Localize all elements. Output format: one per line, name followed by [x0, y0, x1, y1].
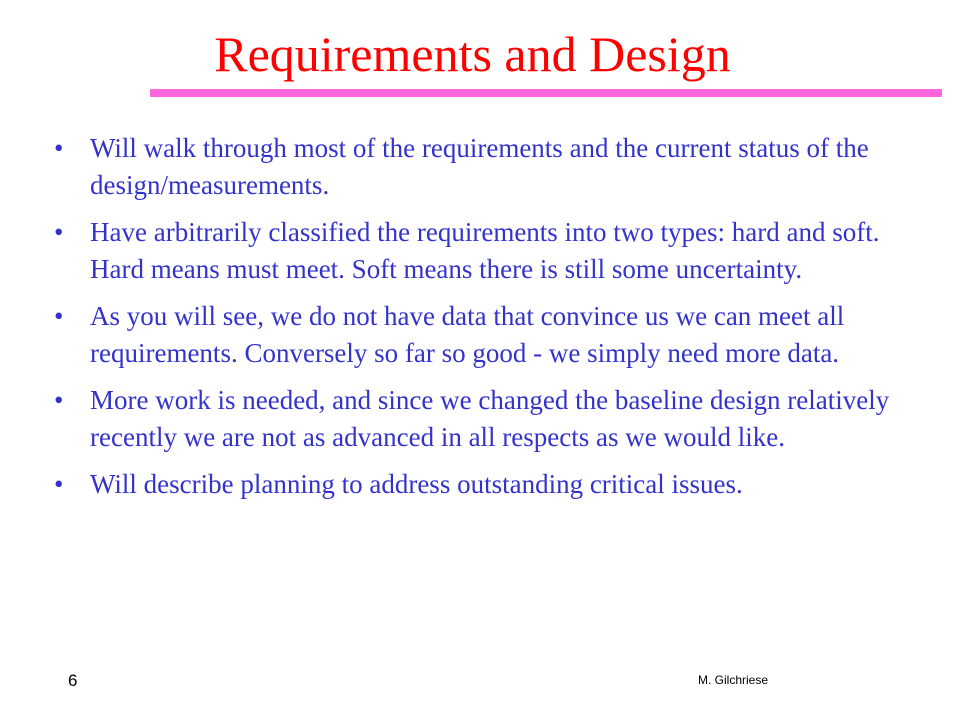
- title-underline-rule: [150, 89, 942, 97]
- bullet-item: [50, 466, 920, 503]
- bullet-item: [50, 214, 920, 288]
- bullet-dot-icon: •: [54, 301, 64, 331]
- bullet-text: More work is needed, and since we changed the baseline design relatively recently we are not as advanced in all respects as we would like.: [90, 385, 890, 452]
- bullet-text: Have arbitrarily classified the requirements into two types: hard and soft. Hard means must meet. Soft means there is still some uncertainty.: [90, 217, 880, 284]
- bullet-text: As you will see, we do not have data that convince us we can meet all requirements. Conversely so far so good - we simply need more data.: [90, 301, 845, 368]
- footer-author: M. Gilchriese: [698, 673, 769, 687]
- bullet-text: Will describe planning to address outstanding critical issues.: [90, 469, 743, 499]
- bullet-text: Will walk through most of the requirements and the current status of the design/measurements.: [90, 133, 869, 200]
- slide-number: 6: [68, 671, 78, 690]
- bullet-item: [50, 298, 920, 372]
- bullet-dot-icon: •: [54, 217, 64, 247]
- slide-title: Requirements and Design: [214, 26, 731, 82]
- bullet-dot-icon: •: [54, 469, 64, 499]
- bullet-dot-icon: •: [54, 133, 64, 163]
- bullet-item: [50, 382, 920, 456]
- bullet-dot-icon: •: [54, 385, 64, 415]
- bullet-list: [50, 130, 920, 513]
- bullet-item: [50, 130, 920, 204]
